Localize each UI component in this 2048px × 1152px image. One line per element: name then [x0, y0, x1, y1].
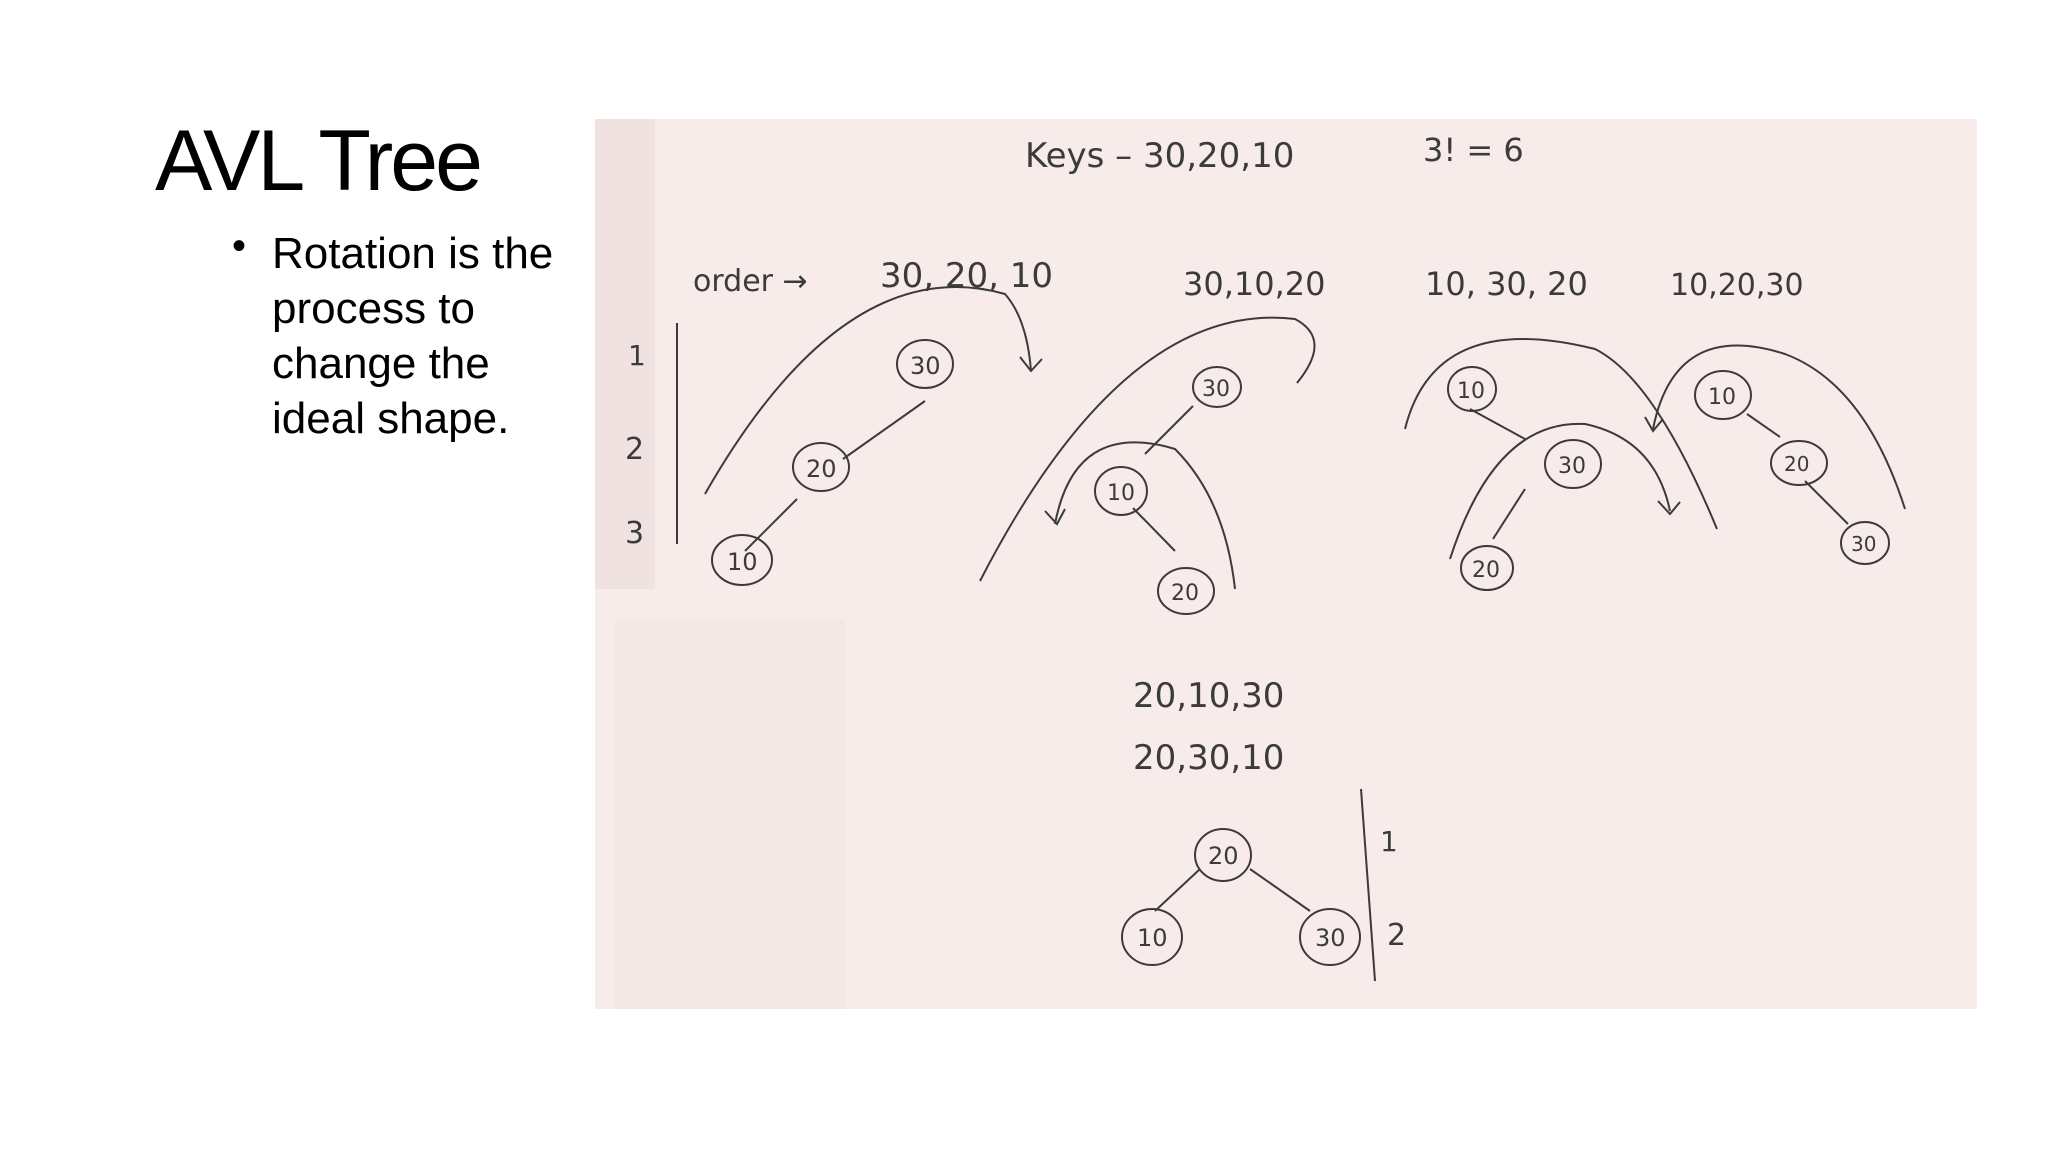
tree-1 [705, 287, 1042, 585]
node-label: 10 [1708, 385, 1736, 410]
rotation-arrow [1055, 442, 1235, 589]
tree-edge [1747, 414, 1780, 437]
panel-shade [615, 619, 845, 1009]
tree-edge [1470, 409, 1525, 439]
node-label: 30 [1558, 454, 1586, 479]
arrow-head [1045, 509, 1065, 524]
node-label: 20 [1784, 452, 1810, 476]
whiteboard-drawing [595, 119, 1977, 1009]
node-label: 10 [727, 548, 758, 576]
node-label: 20 [1208, 842, 1239, 870]
order-4: 10,20,30 [1670, 268, 1804, 303]
slide-title: AVL Tree [155, 113, 480, 209]
rotation-arrow [1653, 346, 1905, 509]
bullet-list [232, 226, 592, 446]
node-label: 20 [1472, 558, 1500, 583]
rotation-arrow [1450, 424, 1670, 559]
bullet-text: Rotation is the process to change the ideal shape. [272, 229, 554, 443]
tree-edge [1250, 869, 1310, 911]
tree-edge [843, 401, 925, 459]
order-1: 30, 20, 10 [880, 256, 1054, 296]
order-3: 10, 30, 20 [1425, 265, 1588, 303]
height-mark: 2 [625, 432, 645, 467]
keys-label: Keys – 30,20,10 [1025, 136, 1295, 176]
node-label: 10 [1457, 379, 1485, 404]
balanced-tree [1122, 789, 1375, 981]
tree-edge [1155, 869, 1200, 911]
height-mark: 1 [628, 339, 646, 372]
rotation-arrow [1405, 339, 1717, 529]
tree-edge [1133, 508, 1175, 551]
height-mark: 3 [625, 516, 645, 551]
tree-edge [1805, 481, 1848, 524]
rotation-arrow [705, 287, 1031, 494]
node-label: 30 [1202, 377, 1230, 402]
bullet-icon: • [232, 224, 247, 268]
tree-edge [745, 499, 797, 551]
balanced-order-1: 20,10,30 [1133, 676, 1285, 716]
node-label: 10 [1137, 924, 1168, 952]
whiteboard-photo [595, 119, 1977, 1009]
node-label: 30 [1315, 924, 1346, 952]
factorial-label: 3! = 6 [1423, 131, 1524, 169]
node-label: 20 [1171, 581, 1199, 606]
order-2: 30,10,20 [1183, 265, 1326, 303]
node-label: 20 [806, 455, 837, 483]
height-mark: 1 [1380, 825, 1398, 858]
node-label: 10 [1107, 481, 1135, 506]
balanced-order-2: 20,30,10 [1133, 738, 1285, 778]
height-mark: 2 [1387, 918, 1407, 953]
height-axis [1361, 789, 1375, 981]
node-label: 30 [910, 352, 941, 380]
tree-edge [1493, 489, 1525, 539]
node-label: 30 [1851, 532, 1877, 556]
order-label: order → [693, 264, 808, 299]
bullet-item [232, 226, 592, 446]
